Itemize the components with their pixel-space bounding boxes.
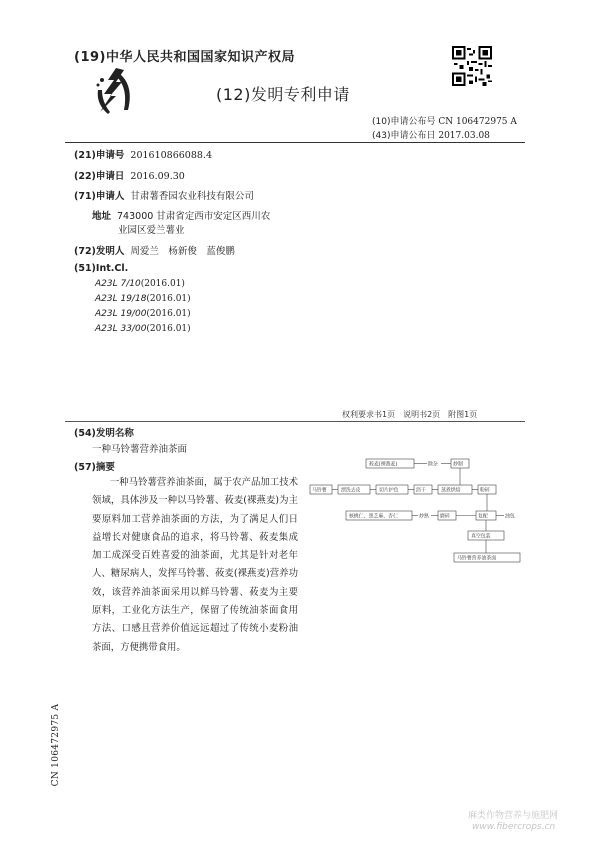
issuing-office: (19)中华人民共和国国家知识产权局 — [74, 50, 295, 65]
ipc-date: (2016.01) — [140, 279, 185, 289]
flow-label-vacuum: 真空包装 — [471, 533, 491, 540]
publication-date-label: (43)申请公布日 — [372, 131, 436, 141]
applicant-name: 甘肃薯香园农业科技有限公司 — [130, 191, 254, 202]
flow-label-mix: 复配 — [478, 513, 488, 520]
ipc-code: A23L 33/00 — [95, 324, 147, 334]
filing-date-field — [74, 168, 185, 182]
publication-date-row — [372, 128, 490, 141]
page-count-info: 权利要求书1页 说明书2页 附图1页 — [342, 410, 478, 419]
flow-label-product: 马铃薯营养油茶面 — [457, 555, 497, 562]
inventors-field — [74, 243, 235, 257]
filing-date: 2016.09.30 — [130, 171, 185, 182]
cnipa-emblem-logo — [94, 66, 138, 116]
flow-label-potato: 马铃薯 — [312, 487, 327, 494]
section-divider — [65, 421, 525, 422]
ipc-header — [74, 263, 128, 274]
document-type-title: (12)发明专利申请 — [216, 85, 350, 104]
flow-label-fry: 炒熟 — [419, 513, 429, 520]
flow-label-drain: 沥干 — [416, 487, 426, 494]
invention-title: 一种马铃薯营养油茶面 — [92, 444, 188, 455]
flow-label-wash-peel: 漂洗去皮 — [341, 487, 361, 494]
address-field — [92, 208, 270, 222]
qr-code-icon — [452, 46, 492, 86]
publication-number-label: (10)申请公布号 — [372, 117, 436, 127]
address-line-2: 业园区爱兰薯业 — [118, 225, 185, 236]
applicant-label: (71)申请人 — [74, 191, 125, 202]
applicant-field — [74, 188, 254, 202]
application-number: 201610866088.4 — [130, 150, 213, 161]
publication-number-row — [372, 114, 517, 127]
ipc-code: A23L 19/18 — [95, 294, 147, 304]
filing-date-label: (22)申请日 — [74, 171, 125, 182]
ipc-date: (2016.01) — [146, 294, 191, 304]
flow-label-stir-fry: 炒制 — [453, 461, 463, 468]
flow-label-crush: 粉碎 — [480, 487, 490, 494]
process-flowchart — [308, 455, 528, 573]
watermark-text: 麻类作物营养与施肥网 — [468, 811, 559, 821]
inventor-names: 周爱兰 杨新俊 蓝俊鹏 — [130, 246, 235, 257]
address-label: 地址 — [92, 211, 112, 222]
abstract-label: (57)摘要 — [74, 462, 115, 473]
publication-date: 2017.03.08 — [438, 131, 490, 141]
flow-label-sterilize: 油包 — [505, 513, 515, 520]
ipc-date: (2016.01) — [146, 324, 191, 334]
ipc-code: A23L 19/00 — [95, 309, 147, 319]
ipc-entry — [95, 309, 191, 319]
flow-label-nuts: 核桃仁、黑芝麻、杏仁 — [349, 513, 398, 520]
flow-label-remove-impurity: 除杂 — [428, 461, 438, 468]
abstract-text: 一种马铃薯营养油茶面，属于农产品加工技术领域，具体涉及一种以马铃薯、莜麦(裸燕麦)为主要原料加工营养油茶面的方法，为了满足人们日益增长对健康食品的追求，将马铃薯、莜麦集成加工成深受百姓喜爱的油茶面，尤其是针对老年人、糖尿病人，发挥马铃薯、莜麦(裸燕麦)营养功效，该营养油茶面采用以鲜马铃薯、莜麦为主要原料，工业化方法生产，保留了传统油茶面食用方法、口感且营养价值远远超过了传统小麦粉油茶面，方便携带食用。 — [92, 477, 298, 653]
ipc-entry — [95, 279, 185, 289]
invention-title-label: (54)发明名称 — [74, 428, 134, 439]
application-number-label: (21)申请号 — [74, 150, 125, 161]
publication-number: CN 106472975 A — [438, 117, 517, 127]
inventors-label: (72)发明人 — [74, 246, 125, 257]
side-publication-number: CN 106472975 A — [51, 703, 61, 787]
application-number-field — [74, 147, 212, 161]
flow-label-oat: 莜麦(裸燕麦) — [369, 461, 398, 468]
ipc-code: A23L 7/10 — [95, 279, 141, 289]
ipc-entry — [95, 324, 191, 334]
address-line-1: 743000 甘肃省定西市安定区西川农 — [117, 211, 271, 222]
flow-label-steam-dry: 蒸煮烘焙 — [441, 487, 461, 494]
ipc-entry — [95, 294, 191, 304]
ipc-label: (51)Int.Cl. — [74, 263, 129, 274]
flow-label-grind: 磨碎 — [440, 513, 450, 520]
flow-label-slice-color: 切片护色 — [379, 487, 399, 494]
header-divider — [65, 142, 525, 143]
watermark-url: www.fibercrops.cn — [472, 822, 556, 832]
ipc-date: (2016.01) — [146, 309, 191, 319]
